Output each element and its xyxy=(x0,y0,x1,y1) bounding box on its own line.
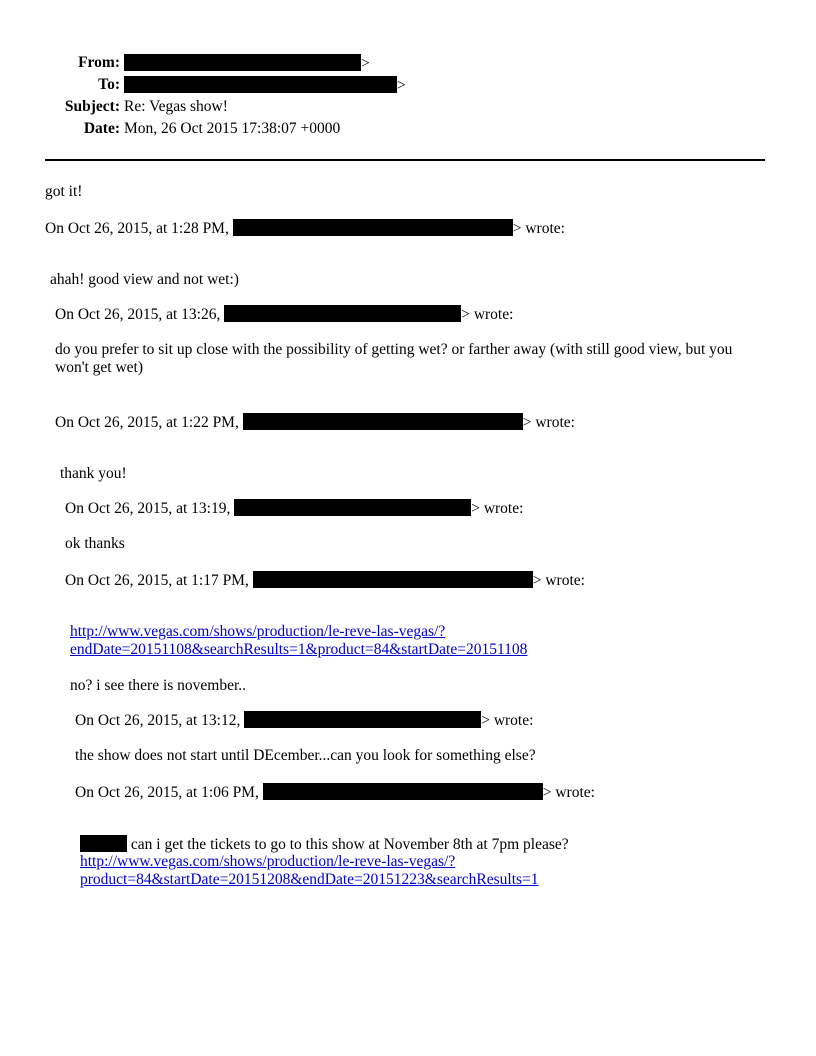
wrote-text: > wrote: xyxy=(471,500,524,517)
link-show-november[interactable] xyxy=(70,623,527,659)
wrote-text: > wrote: xyxy=(461,306,514,323)
message-text: no? i see there is november.. xyxy=(70,677,247,694)
message-text: got it! xyxy=(45,183,83,200)
message-text: the show does not start until DEcember...can you look for something else? xyxy=(75,747,536,764)
redaction-block xyxy=(234,499,471,516)
attribution-text: On Oct 26, 2015, at 1:17 PM, xyxy=(65,572,249,589)
redaction-block xyxy=(243,413,523,430)
attribution-text: On Oct 26, 2015, at 13:12, xyxy=(75,712,241,729)
wrote-text: > wrote: xyxy=(481,712,534,729)
to-label: To: xyxy=(98,76,120,93)
quote-attribution xyxy=(65,499,523,518)
quote-attribution xyxy=(75,711,533,730)
redaction-block xyxy=(80,835,127,852)
message-text xyxy=(80,835,569,854)
quote-attribution xyxy=(75,783,595,802)
message-text: ok thanks xyxy=(65,535,125,552)
attribution-text: On Oct 26, 2015, at 1:06 PM, xyxy=(75,784,259,801)
angle-bracket: > xyxy=(397,77,406,94)
link-line[interactable]: product=84&startDate=20151208&endDate=20151223&searchResults=1 xyxy=(80,871,539,888)
attribution-text: On Oct 26, 2015, at 13:19, xyxy=(65,500,231,517)
redaction-block xyxy=(124,54,361,71)
request-text: can i get the tickets to go to this show at November 8th at 7pm please? xyxy=(130,836,569,853)
link-line[interactable]: endDate=20151108&searchResults=1&product=84&startDate=20151108 xyxy=(70,641,528,658)
wrote-text: > wrote: xyxy=(522,414,575,431)
redaction-block xyxy=(224,305,461,322)
link-line[interactable]: http://www.vegas.com/shows/production/le-reve-las-vegas/? xyxy=(70,623,446,640)
quote-attribution xyxy=(45,219,565,238)
quote-attribution xyxy=(65,571,585,590)
quote-attribution xyxy=(55,413,575,432)
message-text: thank you! xyxy=(60,465,127,482)
wrote-text: > wrote: xyxy=(512,220,565,237)
subject-label: Subject: xyxy=(64,98,120,115)
date-label: Date: xyxy=(83,120,120,137)
link-line[interactable]: http://www.vegas.com/shows/production/le-reve-las-vegas/? xyxy=(80,853,456,870)
wrote-text: > wrote: xyxy=(542,784,595,801)
attribution-text: On Oct 26, 2015, at 1:22 PM, xyxy=(55,414,239,431)
redaction-block xyxy=(233,219,513,236)
wrote-text: > wrote: xyxy=(532,572,585,589)
attribution-text: On Oct 26, 2015, at 13:26, xyxy=(55,306,221,323)
angle-bracket: > xyxy=(361,55,370,72)
date-value: Mon, 26 Oct 2015 17:38:07 +0000 xyxy=(124,120,341,137)
header-divider xyxy=(45,159,765,161)
message-text: ahah! good view and not wet:) xyxy=(50,271,239,288)
redaction-block xyxy=(244,711,481,728)
quote-attribution xyxy=(55,305,513,324)
attribution-text: On Oct 26, 2015, at 1:28 PM, xyxy=(45,220,229,237)
from-value xyxy=(124,54,370,73)
from-label: From: xyxy=(78,54,120,71)
subject-value: Re: Vegas show! xyxy=(124,98,228,115)
to-value xyxy=(124,76,406,95)
redaction-block xyxy=(124,76,397,93)
redaction-block xyxy=(263,783,543,800)
redaction-block xyxy=(253,571,533,588)
link-show-december[interactable] xyxy=(80,853,539,889)
message-text: do you prefer to sit up close with the possibility of getting wet? or farther away (with still good view, but you won't get wet) xyxy=(55,341,733,376)
